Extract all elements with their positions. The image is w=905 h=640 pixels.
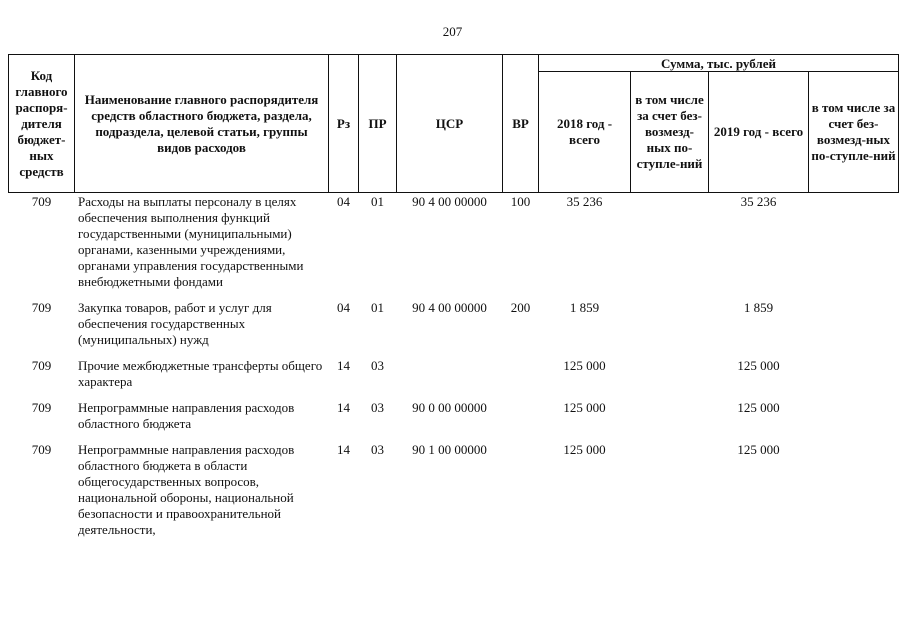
- table-row: [9, 300, 899, 358]
- cell-2018-total: 125 000: [563, 442, 606, 457]
- header-2018-total: 2018 год - всего: [539, 72, 631, 193]
- cell-vr: 100: [510, 194, 531, 209]
- cell-code: 709: [31, 442, 52, 457]
- header-name: Наименование главного распорядителя средств областного бюджета, раздела, подраздела, целевой статьи, группы видов расходов: [75, 55, 329, 193]
- cell-vr: [503, 442, 539, 548]
- cell-vr: [503, 400, 539, 442]
- header-2018-gratuitous: в том числе за счет без-возмезд-ных по-ступле-ний: [631, 72, 709, 193]
- cell-rz: 04: [337, 300, 350, 315]
- cell-code: 709: [31, 400, 52, 415]
- cell-2019-gratuitous: [809, 400, 899, 442]
- cell-2019-gratuitous: [809, 442, 899, 548]
- cell-2018-gratuitous: [631, 300, 709, 358]
- cell-2019-gratuitous: [809, 358, 899, 400]
- header-code: Код главного распоря-дителя бюджет-ных средств: [9, 55, 75, 193]
- cell-name: Непрограммные направления расходов областного бюджета в области общегосударственных вопросов, национальной обороны, национальной безопасности и правоохранительной деятельности,: [78, 442, 295, 537]
- cell-vr: 200: [510, 300, 531, 315]
- cell-2018-total: 35 236: [566, 194, 603, 209]
- cell-2019-gratuitous: [809, 193, 899, 301]
- cell-name: Прочие межбюджетные трансферты общего характера: [78, 358, 323, 389]
- cell-2018-gratuitous: [631, 400, 709, 442]
- table-body: [9, 193, 899, 549]
- cell-2019-total: 35 236: [740, 194, 777, 209]
- cell-2018-total: 125 000: [563, 400, 606, 415]
- cell-rz: 14: [337, 400, 350, 415]
- cell-csr: 90 1 00 00000: [412, 442, 487, 457]
- cell-pr: 01: [371, 194, 384, 209]
- header-rz: Рз: [329, 55, 359, 193]
- page-number: 207: [442, 24, 463, 39]
- cell-pr: 03: [371, 358, 384, 373]
- cell-csr: [397, 358, 503, 400]
- header-pr: ПР: [359, 55, 397, 193]
- table-row: [9, 358, 899, 400]
- cell-csr: 90 4 00 00000: [412, 194, 487, 209]
- cell-pr: 03: [371, 400, 384, 415]
- cell-vr: [503, 358, 539, 400]
- cell-name: Закупка товаров, работ и услуг для обеспечения государственных (муниципальных) нужд: [78, 300, 272, 347]
- cell-2018-total: 1 859: [569, 300, 600, 315]
- cell-pr: 01: [371, 300, 384, 315]
- cell-2019-total: 1 859: [743, 300, 774, 315]
- cell-code: 709: [31, 194, 52, 209]
- cell-csr: 90 4 00 00000: [412, 300, 487, 315]
- header-vr: ВР: [503, 55, 539, 193]
- table-row: [9, 400, 899, 442]
- cell-2018-gratuitous: [631, 358, 709, 400]
- cell-name: Непрограммные направления расходов областного бюджета: [78, 400, 295, 431]
- cell-csr: 90 0 00 00000: [412, 400, 487, 415]
- cell-2018-total: 125 000: [563, 358, 606, 373]
- cell-2019-total: 125 000: [737, 400, 780, 415]
- header-2019-gratuitous: в том числе за счет без-возмезд-ных по-ступле-ний: [809, 72, 899, 193]
- cell-code: 709: [31, 358, 52, 373]
- cell-rz: 14: [337, 358, 350, 373]
- header-csr: ЦСР: [397, 55, 503, 193]
- cell-2019-total: 125 000: [737, 442, 780, 457]
- table-row: [9, 193, 899, 301]
- cell-name: Расходы на выплаты персоналу в целях обеспечения выполнения функций государственными (муниципальными) органами, казенными учреждениями, органами управления государственными внебюджетными фондами: [78, 194, 304, 289]
- budget-table: [8, 54, 899, 548]
- table-header: [9, 55, 899, 193]
- header-2019-total: 2019 год - всего: [709, 72, 809, 193]
- header-sum-group: Сумма, тыс. рублей: [539, 55, 899, 72]
- cell-2018-gratuitous: [631, 193, 709, 301]
- cell-rz: 04: [337, 194, 350, 209]
- cell-2019-total: 125 000: [737, 358, 780, 373]
- table-row: [9, 442, 899, 548]
- cell-rz: 14: [337, 442, 350, 457]
- cell-2019-gratuitous: [809, 300, 899, 358]
- cell-2018-gratuitous: [631, 442, 709, 548]
- cell-pr: 03: [371, 442, 384, 457]
- cell-code: 709: [31, 300, 52, 315]
